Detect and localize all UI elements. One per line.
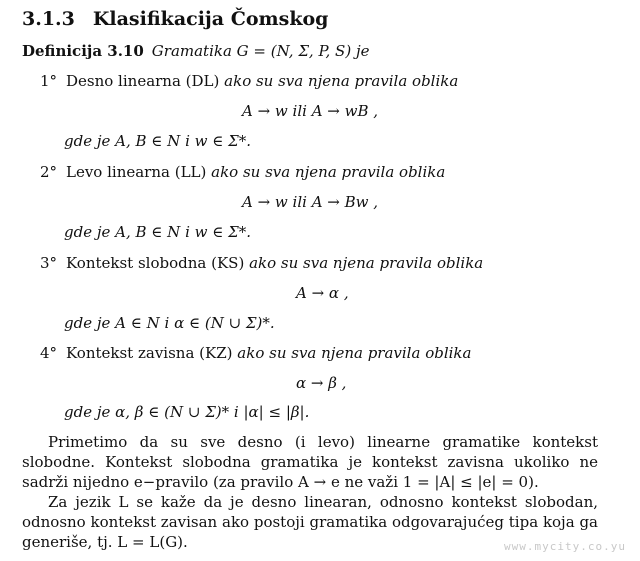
definition-line [22, 42, 369, 60]
item-condition: gde je A ∈ N i α ∈ (N ∪ Σ)*. [64, 314, 275, 332]
item-number: 3° [40, 254, 58, 272]
item-tail: ako su sva njena pravila oblika [224, 72, 459, 90]
item-name: Kontekst slobodna (KS) [66, 254, 245, 272]
definition-label: Definicija 3.10 [22, 42, 144, 60]
section-heading [22, 8, 328, 30]
item-tail: ako su sva njena pravila oblika [211, 163, 446, 181]
item-formula: A → w ili A → Bw , [242, 193, 379, 211]
item-name: Kontekst zavisna (KZ) [66, 344, 233, 362]
item-heading [40, 344, 471, 362]
item-heading [40, 163, 445, 181]
item-condition: gde je A, B ∈ N i w ∈ Σ*. [64, 223, 251, 241]
section-number: 3.1.3 [22, 8, 75, 30]
item-name: Levo linearna (LL) [66, 163, 207, 181]
item-tail: ako su sva njena pravila oblika [237, 344, 472, 362]
section-title: Klasifikacija Čomskog [92, 8, 329, 30]
paragraph: Primetimo da su sve desno (i levo) linearne gramatike kontekst slobodne. Kontekst slobodna gramatika je kontekst zavisna ukoliko ne sadrži nijedno e−pravilo (za pravilo A → e ne važi 1 = |A| ≤ |e| = 0). [22, 433, 598, 491]
paragraph: Za jezik L se kaže da je desno linearan, odnosno kontekst slobodan, odnosno kontekst zavisan ako postoji gramatika odgovarajućeg tipa koja ga generiše, tj. L = L(G). [22, 493, 598, 551]
item-number: 4° [40, 344, 58, 362]
item-name: Desno linearna (DL) [66, 72, 220, 90]
item-condition: gde je α, β ∈ (N ∪ Σ)* i |α| ≤ |β|. [64, 403, 310, 421]
item-condition: gde je A, B ∈ N i w ∈ Σ*. [64, 132, 251, 150]
item-number: 2° [40, 163, 58, 181]
item-heading [40, 72, 458, 90]
watermark: www.mycity.co.yu [504, 540, 626, 553]
item-tail: ako su sva njena pravila oblika [249, 254, 484, 272]
item-formula: α → β , [296, 374, 347, 392]
item-formula: A → w ili A → wB , [242, 102, 379, 120]
item-formula: A → α , [296, 284, 349, 302]
definition-text: Gramatika G = (N, Σ, P, S) je [151, 42, 370, 60]
item-heading [40, 254, 483, 272]
item-number: 1° [40, 72, 58, 90]
